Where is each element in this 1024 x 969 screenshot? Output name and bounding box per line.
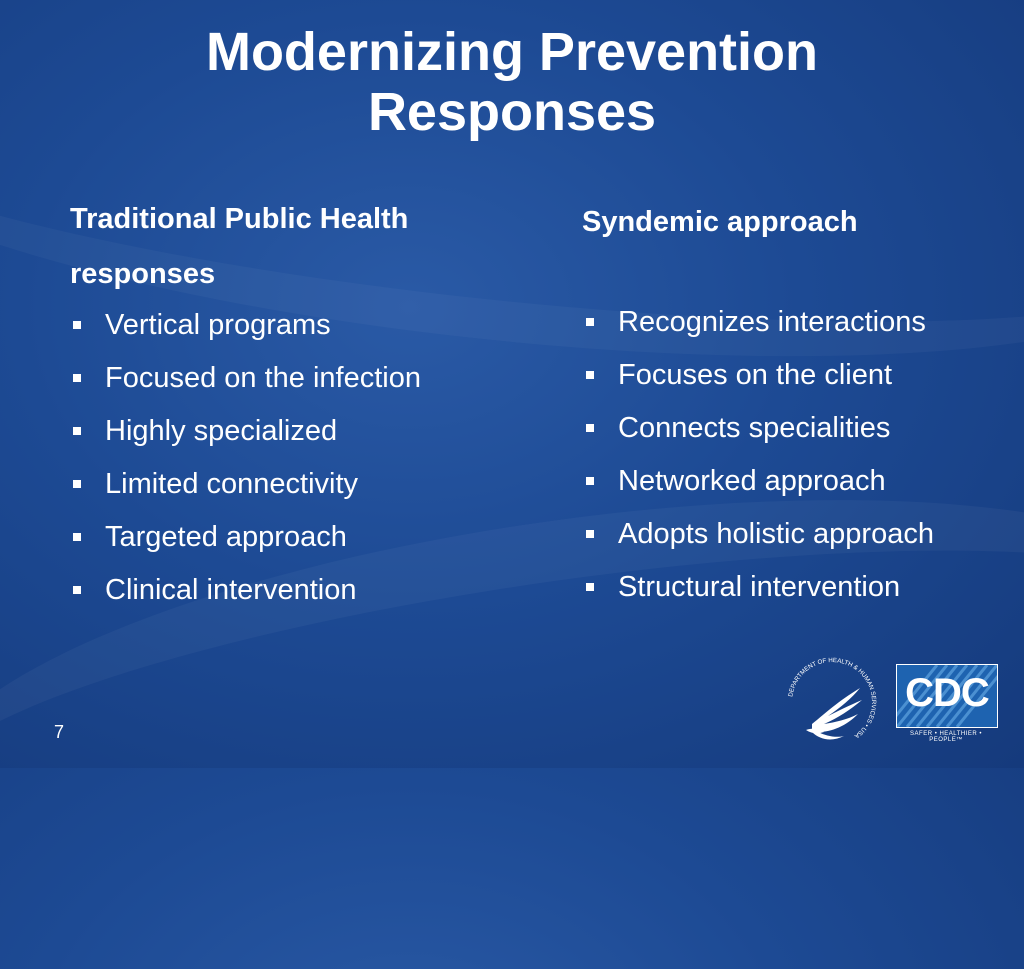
page-number: 7: [54, 722, 65, 742]
left-list-item: [71, 458, 421, 511]
left-list-item: [71, 511, 421, 564]
bullet-icon: [73, 321, 81, 329]
right-item-text: Adopts holistic approach: [618, 518, 934, 550]
cdc-logo-box: [896, 664, 998, 728]
right-item-text: Focuses on the client: [618, 359, 893, 391]
bullet-icon: [586, 424, 594, 432]
bullet-icon: [73, 586, 81, 594]
right-column-heading: Syndemic approach: [582, 206, 858, 238]
left-item-text: Vertical programs: [105, 309, 331, 341]
right-list-item: [584, 561, 934, 614]
right-list-item: [584, 402, 934, 455]
bullet-icon: [586, 583, 594, 591]
left-item-text: Clinical intervention: [105, 574, 357, 606]
title-line-2: Responses: [367, 82, 657, 142]
left-list-item: [71, 564, 421, 617]
slide-title: [0, 22, 1024, 142]
hhs-ring-text: DEPARTMENT OF HEALTH & HUMAN SERVICES • USA: [787, 656, 878, 740]
cdc-tagline: SAFER • HEALTHIER • PEOPLE™: [910, 731, 982, 743]
bullet-icon: [73, 427, 81, 435]
left-item-text: Targeted approach: [105, 521, 347, 553]
right-item-text: Networked approach: [618, 465, 886, 497]
bullet-icon: [586, 371, 594, 379]
bullet-icon: [586, 530, 594, 538]
left-bullet-list: [71, 299, 421, 617]
right-list-item: [584, 296, 934, 349]
left-heading-line-1: Traditional Public Health: [70, 203, 409, 235]
left-heading-line-2: responses: [70, 258, 216, 290]
left-item-text: Limited connectivity: [105, 468, 359, 500]
bullet-icon: [586, 318, 594, 326]
right-item-text: Structural intervention: [618, 571, 901, 603]
title-line-1: Modernizing Prevention: [205, 22, 819, 82]
cdc-logo: [896, 664, 996, 742]
bullet-icon: [73, 533, 81, 541]
left-list-item: [71, 405, 421, 458]
cdc-logo-text: CDC: [905, 671, 989, 715]
left-column-heading: [70, 192, 530, 302]
bullet-icon: [73, 374, 81, 382]
right-list-item: [584, 455, 934, 508]
bullet-icon: [73, 480, 81, 488]
hhs-seal-logo: [782, 652, 882, 752]
left-list-item: [71, 299, 421, 352]
left-item-text: Focused on the infection: [105, 362, 421, 394]
left-item-text: Highly specialized: [105, 415, 338, 447]
bullet-icon: [586, 477, 594, 485]
right-bullet-list: [584, 296, 934, 614]
right-item-text: Connects specialities: [618, 412, 891, 444]
right-item-text: Recognizes interactions: [618, 306, 926, 338]
right-list-item: [584, 349, 934, 402]
left-list-item: [71, 352, 421, 405]
right-list-item: [584, 508, 934, 561]
